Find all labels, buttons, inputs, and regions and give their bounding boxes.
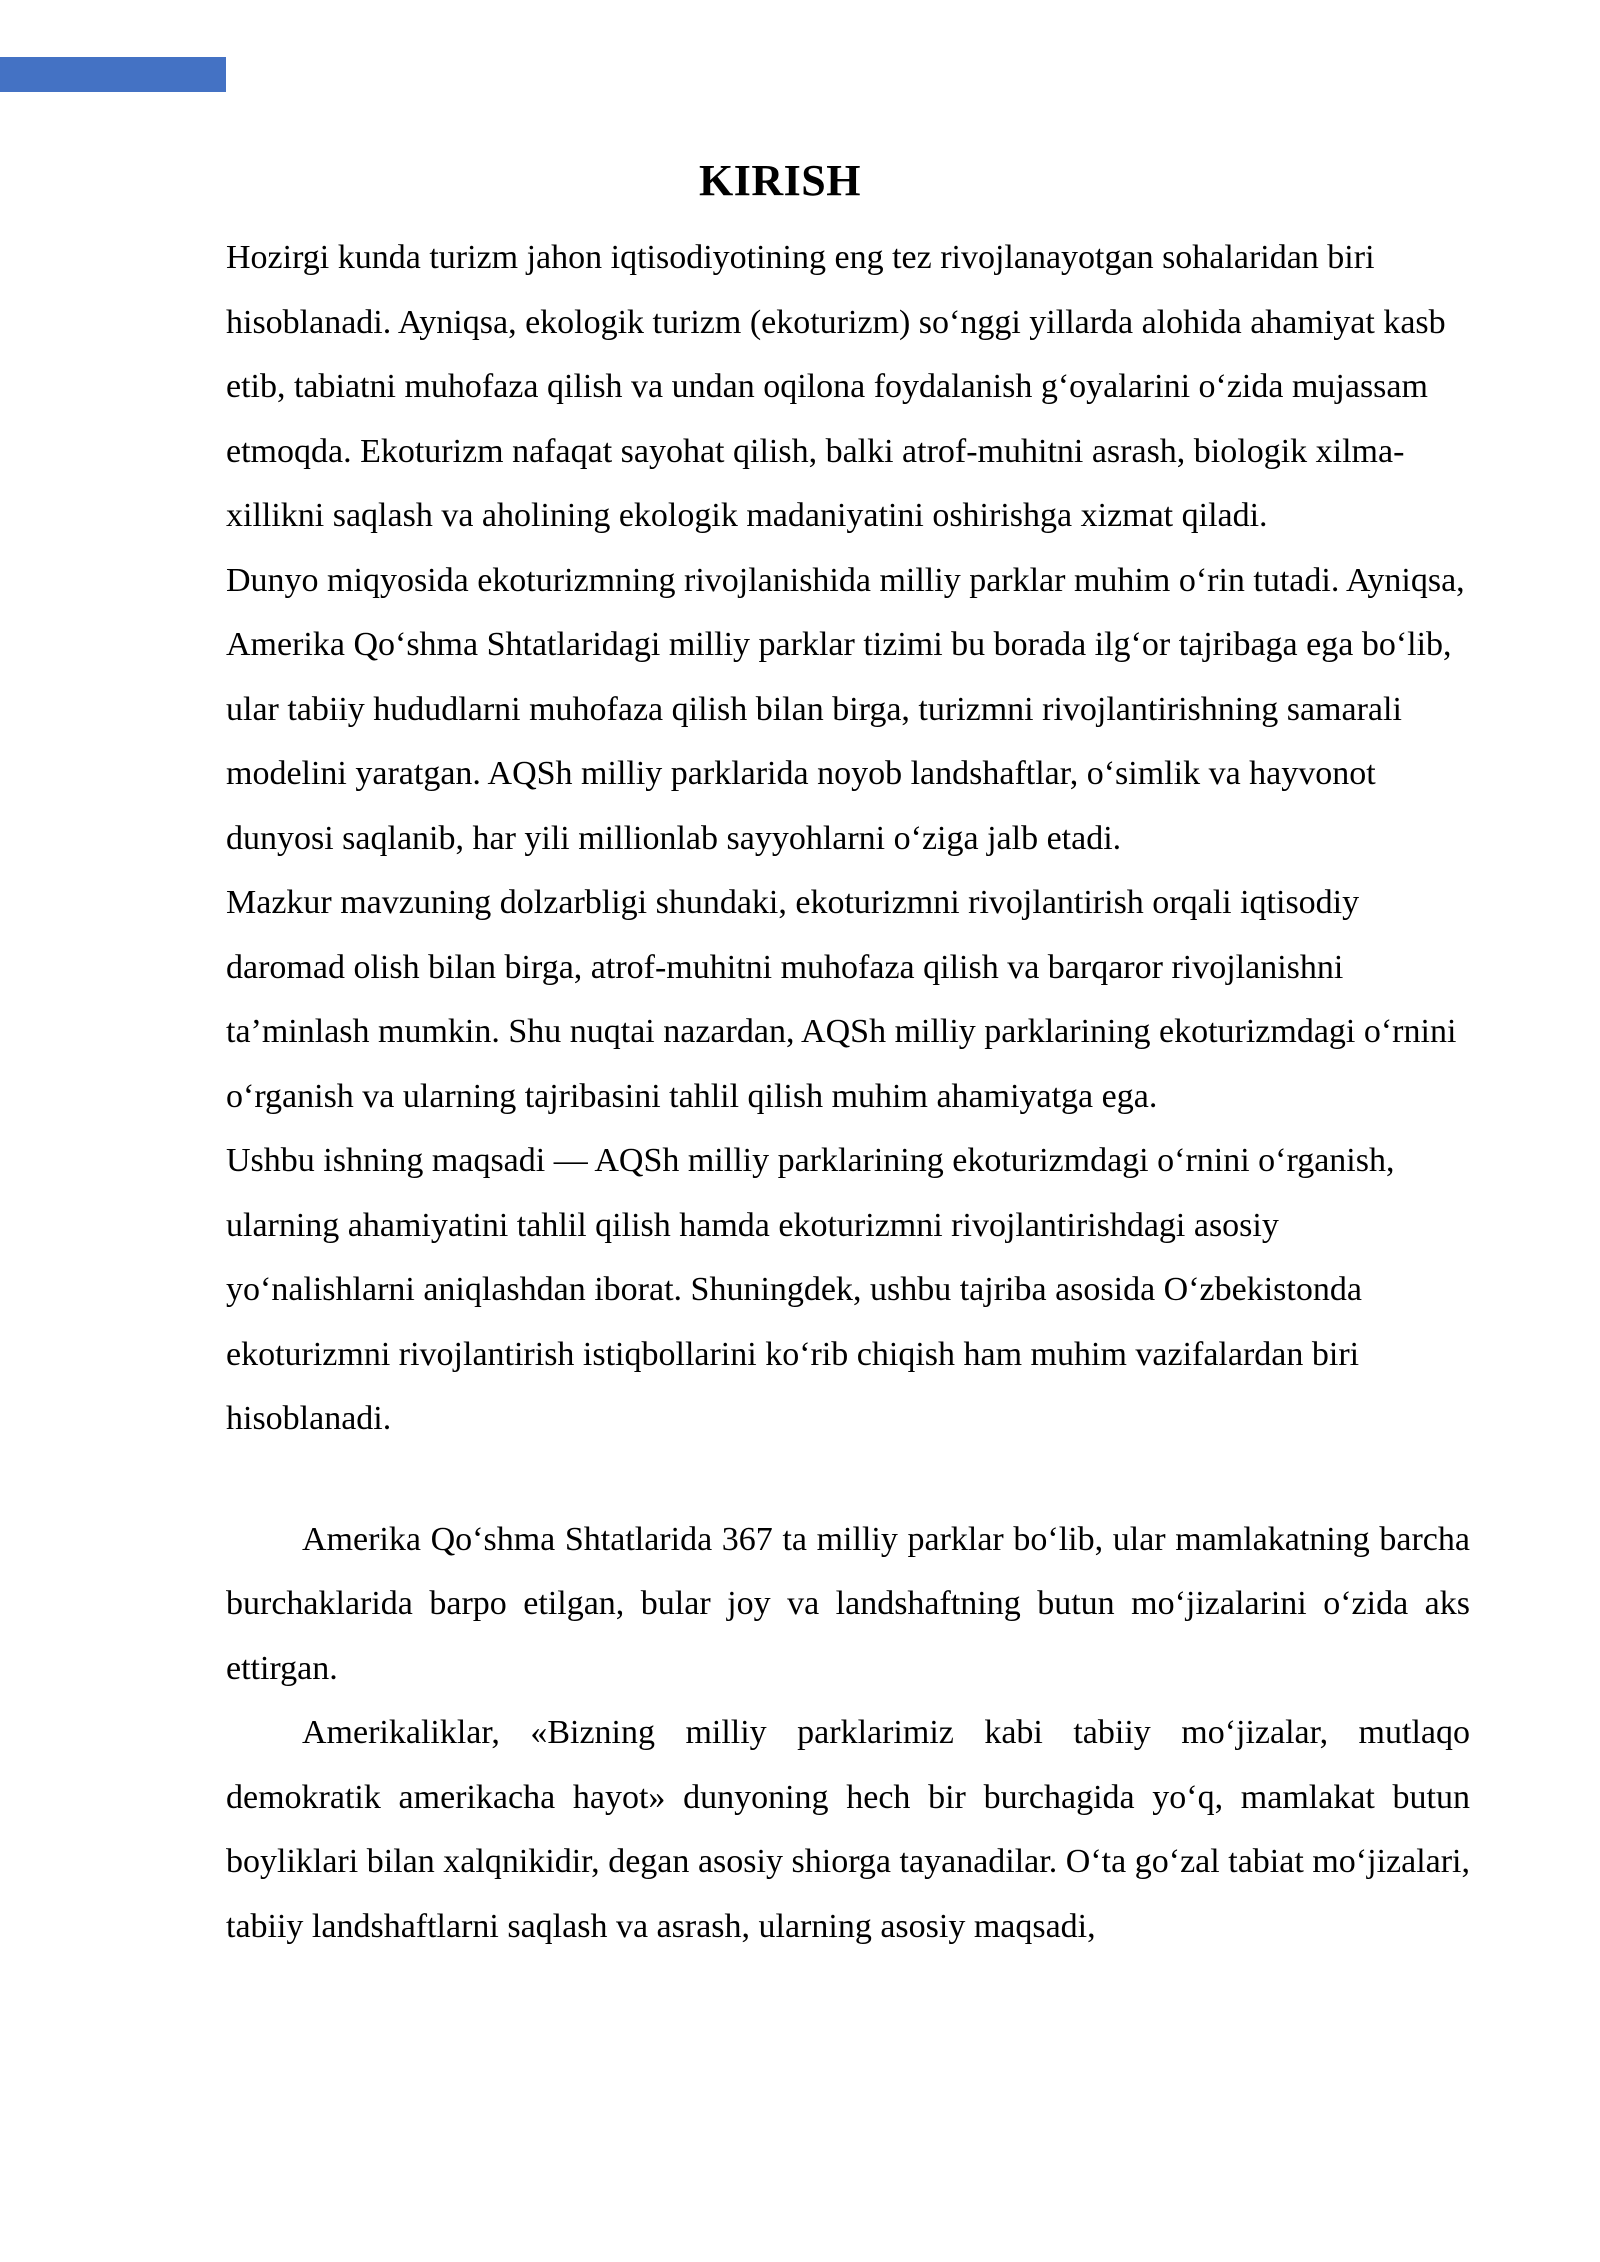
page-title: KIRISH [699, 156, 861, 205]
paragraph-spacer [226, 1452, 1470, 1508]
intro-paragraph: Mazkur mavzuning dolzarbligi shundaki, ekoturizmni rivojlantirish orqali iqtisodiy daromad olish bilan birga, atrof-muhitni muhofaza qilish va barqaror rivojlanishni ta’minlash mumkin. Shu nuqtai nazardan, AQSh milliy parklarining ekoturizmdagi o‘rnini o‘rganish va ularning tajribasini tahlil qilish muhim ahamiyatga ega. [226, 884, 1457, 1115]
intro-paragraph: Dunyo miqyosida ekoturizmning rivojlanishida milliy parklar muhim o‘rin tutadi. Ayniqsa, Amerika Qo‘shma Shtatlaridagi milliy parklar tizimi bu borada ilg‘or tajribaga ega bo‘lib, ular tabiiy hududlarni muhofaza qilish bilan birga, turizmni rivojlantirishning samarali modelini yaratgan. AQSh milliy parklarida noyob landshaftlar, o‘simlik va hayvonot dunyosi saqlanib, har yili millionlab sayyohlarni o‘ziga jalb etadi. [226, 561, 1465, 857]
intro-paragraph: Ushbu ishning maqsadi — AQSh milliy parklarining ekoturizmdagi o‘rnini o‘rganish, ularning ahamiyatini tahlil qilish hamda ekoturizmni rivojlantirishdagi asosiy yo‘nalishlarni aniqlashdan iborat. Shuningdek, ushbu tajriba asosida O‘zbekistonda ekoturizmni rivojlantirish istiqbollarini ko‘rib chiqish ham muhim vazifalardan biri hisoblanadi. [226, 1142, 1395, 1437]
header-accent-bar [0, 57, 226, 92]
body-paragraph: Amerikaliklar, «Bizning milliy parklarimiz kabi tabiiy mo‘jizalar, mutlaqo demokratik amerikacha hayot» dunyoning hech bir burchagida yo‘q, mamlakat butun boyliklari bilan xalqnikidir, degan asosiy shiorga tayanadilar. O‘ta go‘zal tabiat mo‘jizalari, tabiiy landshaftlarni saqlash va asrash, ularning asosiy maqsadi, [226, 1714, 1470, 1945]
intro-paragraph: Hozirgi kunda turizm jahon iqtisodiyotining eng tez rivojlanayotgan sohalaridan biri hisoblanadi. Ayniqsa, ekologik turizm (ekoturizm) so‘nggi yillarda alohida ahamiyat kasb etib, tabiatni muhofaza qilish va undan oqilona foydalanish g‘oyalarini o‘zida mujassam etmoqda. Ekoturizm nafaqat sayohat qilish, balki atrof-muhitni asrash, biologik xilma-xillikni saqlash va aholining ekologik madaniyatini oshirishga xizmat qiladi. [226, 239, 1446, 534]
body-paragraph: Amerika Qo‘shma Shtatlarida 367 ta milliy parklar bo‘lib, ular mamlakatning barcha burchaklarida barpo etilgan, bular joy va landshaftning butun mo‘jizalarini o‘zida aks ettirgan. [226, 1520, 1470, 1687]
document-body [226, 226, 1470, 1959]
